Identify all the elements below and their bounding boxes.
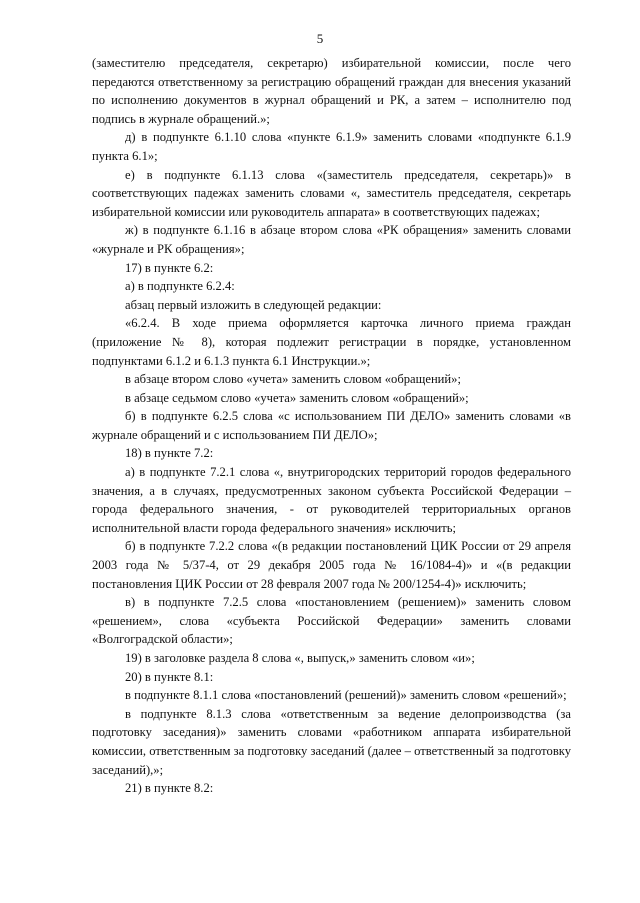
document-body xyxy=(92,54,571,798)
paragraph-continuation: (заместителю председателя, секретарю) избирательной комиссии, после чего передаются ответственному за регистрацию обращений граждан для внесения указаний по исполнению документов в журнал обращений и РК, а затем – исполнителю под подпись в журнале обращений.»; xyxy=(92,56,571,126)
paragraph-item-19: 19) в заголовке раздела 8 слова «, выпуск,» заменить словом «и»; xyxy=(125,651,475,665)
paragraph-item-21: 21) в пункте 8.2: xyxy=(125,781,214,796)
paragraph-item-17b: б) в подпункте 6.2.5 слова «с использованием ПИ ДЕЛО» заменить словами «в журнале обращений и с использованием ПИ ДЕЛО»; xyxy=(92,409,571,442)
paragraph-item-20: 20) в пункте 8.1: xyxy=(125,669,214,684)
paragraph-item-d: д) в подпункте 6.1.10 слова «пункте 6.1.9» заменить словами «подпункте 6.1.9 пункта 6.1»; xyxy=(92,130,571,163)
paragraph-item-zh: ж) в подпункте 6.1.16 в абзаце втором слова «РК обращения» заменить словами «журнале и РК обращения»; xyxy=(92,223,571,256)
paragraph-seventh-abzac: в абзаце седьмом слово «учета» заменить словом «обращений»; xyxy=(125,390,469,405)
paragraph-item-18b: б) в подпункте 7.2.2 слова «(в редакции постановлений ЦИК России от 29 апреля 2003 года № 5/37-4, от 29 декабря 2005 года № 16/1084-4)» и «(в редакции постановления ЦИК России от 28 февраля 2007 года № 200/1254-4)» исключить; xyxy=(92,539,571,591)
paragraph-8-1-1: в подпункте 8.1.1 слова «постановлений (решений)» заменить словом «решений»; xyxy=(125,688,567,703)
paragraph-8-1-3: в подпункте 8.1.3 слова «ответственным за ведение делопроизводства (за подготовку заседания)» заменить словами «работником аппарата избирательной комиссии, ответственным за подготовку заседаний (далее – ответственный за подготовку заседаний),»; xyxy=(92,706,571,777)
paragraph-item-17a: а) в подпункте 6.2.4: xyxy=(125,279,235,294)
paragraph-item-18a: а) в подпункте 7.2.1 слова «, внутригородских территорий городов федерального значения, а в случаях, предусмотренных законом субъекта Российской Федерации – города федерального значения, - от руководителей территориальных органов исполнительной власти города федерального значения» исключить; xyxy=(92,465,571,535)
paragraph-first-abzac: абзац первый изложить в следующей редакции: xyxy=(125,297,382,312)
paragraph-second-abzac: в абзаце втором слово «учета» заменить словом «обращений»; xyxy=(125,372,461,387)
paragraph-item-e: е) в подпункте 6.1.13 слова «(заместитель председателя, секретарь)» в соответствующих падежах заменить словами «, заместитель председателя, секретарь избирательной комиссии или руководитель аппарата» в соответствующих падежах; xyxy=(92,167,571,219)
paragraph-item-18v: в) в подпункте 7.2.5 слова «постановлением (решением)» заменить словом «решением», слова «субъекта Российской Федерации» заменить словами «Волгоградской области»; xyxy=(92,595,571,647)
paragraph-item-17: 17) в пункте 6.2: xyxy=(125,260,214,275)
page-number: 5 xyxy=(316,31,324,46)
paragraph-6-2-4-text: «6.2.4. В ходе приема оформляется карточка личного приема граждан (приложение № 8), которая подлежит регистрации в порядке, установленном подпунктами 6.1.2 и 6.1.3 пункта 6.1 Инструкции.»; xyxy=(92,316,571,368)
paragraph-item-18: 18) в пункте 7.2: xyxy=(125,446,214,461)
